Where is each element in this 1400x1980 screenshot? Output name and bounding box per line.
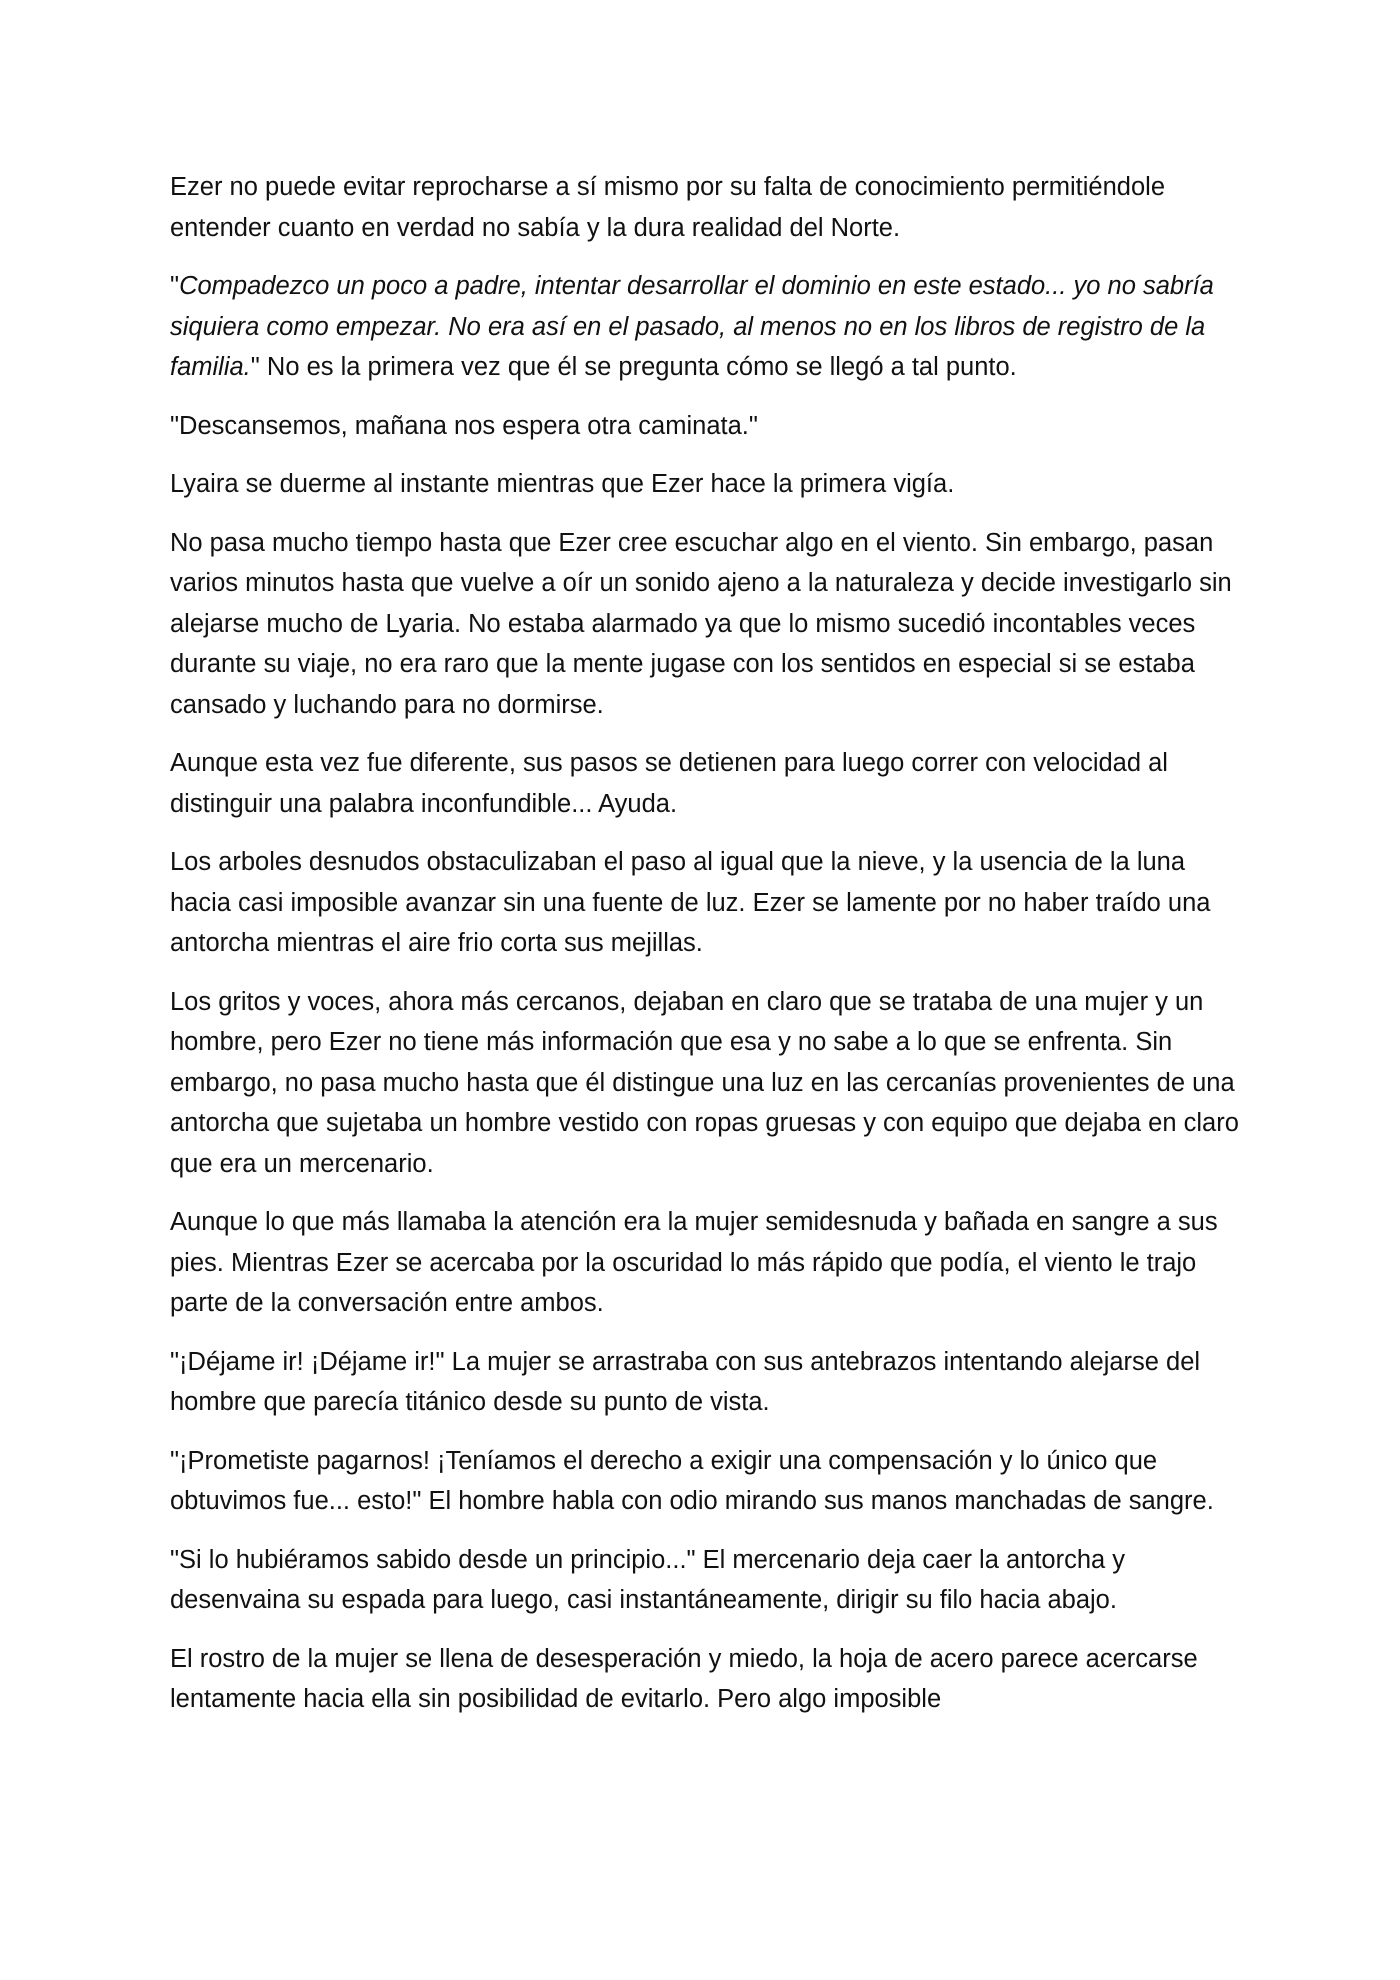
paragraph — [170, 842, 1240, 964]
text-segment: Aunque lo que más llamaba la atención era la mujer semidesnuda y bañada en sangre a sus pies. Mientras Ezer se acercaba por la oscuridad lo más rápido que podía, el viento le trajo parte de la conversación entre ambos. — [170, 1208, 1218, 1317]
text-segment: Los arboles desnudos obstaculizaban el paso al igual que la nieve, y la usencia de la luna hacia casi imposible avanzar sin una fuente de luz. Ezer se lamente por no haber traído una antorcha mientras el aire frio corta sus mejillas. — [170, 848, 1211, 957]
text-segment: "¡Prometiste pagarnos! ¡Teníamos el derecho a exigir una compensación y lo único que obtuvimos fue... esto!" El hombre habla con odio mirando sus manos manchadas de sangre. — [170, 1446, 1214, 1515]
paragraph — [170, 1441, 1240, 1522]
paragraph — [170, 743, 1240, 824]
paragraph — [170, 1540, 1240, 1621]
body-text — [170, 167, 1240, 1738]
text-segment: No pasa mucho tiempo hasta que Ezer cree escuchar algo en el viento. Sin embargo, pasan varios minutos hasta que vuelve a oír un sonido ajeno a la naturaleza y decide investigarlo sin alejarse mucho de Lyaria. No estaba alarmado ya que lo mismo sucedió incontables veces durante su viaje, no era raro que la mente jugase con los sentidos en especial si se estaba cansado y luchando para no dormirse. — [170, 528, 1232, 719]
text-segment: "Descansemos, mañana nos espera otra caminata." — [170, 411, 758, 440]
italic-text-segment: Compadezco un poco a padre, intentar desarrollar el dominio en este estado... yo no sabría siquiera como empezar. No era así en el pasado, al menos no en los libros de registro de la familia. — [170, 272, 1214, 381]
text-segment: " No es la primera vez que él se pregunta cómo se llegó a tal punto. — [250, 353, 1017, 381]
paragraph — [170, 1639, 1240, 1720]
paragraph — [170, 523, 1240, 726]
paragraph — [170, 464, 1240, 505]
paragraph — [170, 406, 1240, 447]
paragraph — [170, 167, 1240, 248]
text-segment: "Si lo hubiéramos sabido desde un principio..." El mercenario deja caer la antorcha y desenvaina su espada para luego, casi instantáneamente, dirigir su filo hacia abajo. — [170, 1545, 1126, 1614]
paragraph — [170, 1202, 1240, 1324]
text-segment: Aunque esta vez fue diferente, sus pasos se detienen para luego correr con velocidad al distinguir una palabra inconfundible... Ayuda. — [170, 749, 1168, 818]
paragraph — [170, 1342, 1240, 1423]
text-segment: Lyaira se duerme al instante mientras que Ezer hace la primera vigía. — [170, 470, 955, 498]
text-segment: "¡Déjame ir! ¡Déjame ir!" La mujer se arrastraba con sus antebrazos intentando alejarse del hombre que parecía titánico desde su punto de vista. — [170, 1347, 1201, 1416]
text-segment: " — [170, 272, 180, 300]
paragraph — [170, 982, 1240, 1185]
paragraph — [170, 266, 1240, 388]
text-segment: Ezer no puede evitar reprocharse a sí mismo por su falta de conocimiento permitiéndole entender cuanto en verdad no sabía y la dura realidad del Norte. — [170, 173, 1166, 242]
text-segment: El rostro de la mujer se llena de desesperación y miedo, la hoja de acero parece acercarse lentamente hacia ella sin posibilidad de evitarlo. Pero algo imposible — [170, 1644, 1198, 1713]
text-segment: Los gritos y voces, ahora más cercanos, dejaban en claro que se trataba de una mujer y un hombre, pero Ezer no tiene más información que esa y no sabe a lo que se enfrenta. Sin embargo, no pasa mucho hasta que él distingue una luz en las cercanías provenientes de una antorcha que sujetaba un hombre vestido con ropas gruesas y con equipo que dejaba en claro que era un mercenario. — [170, 987, 1239, 1178]
